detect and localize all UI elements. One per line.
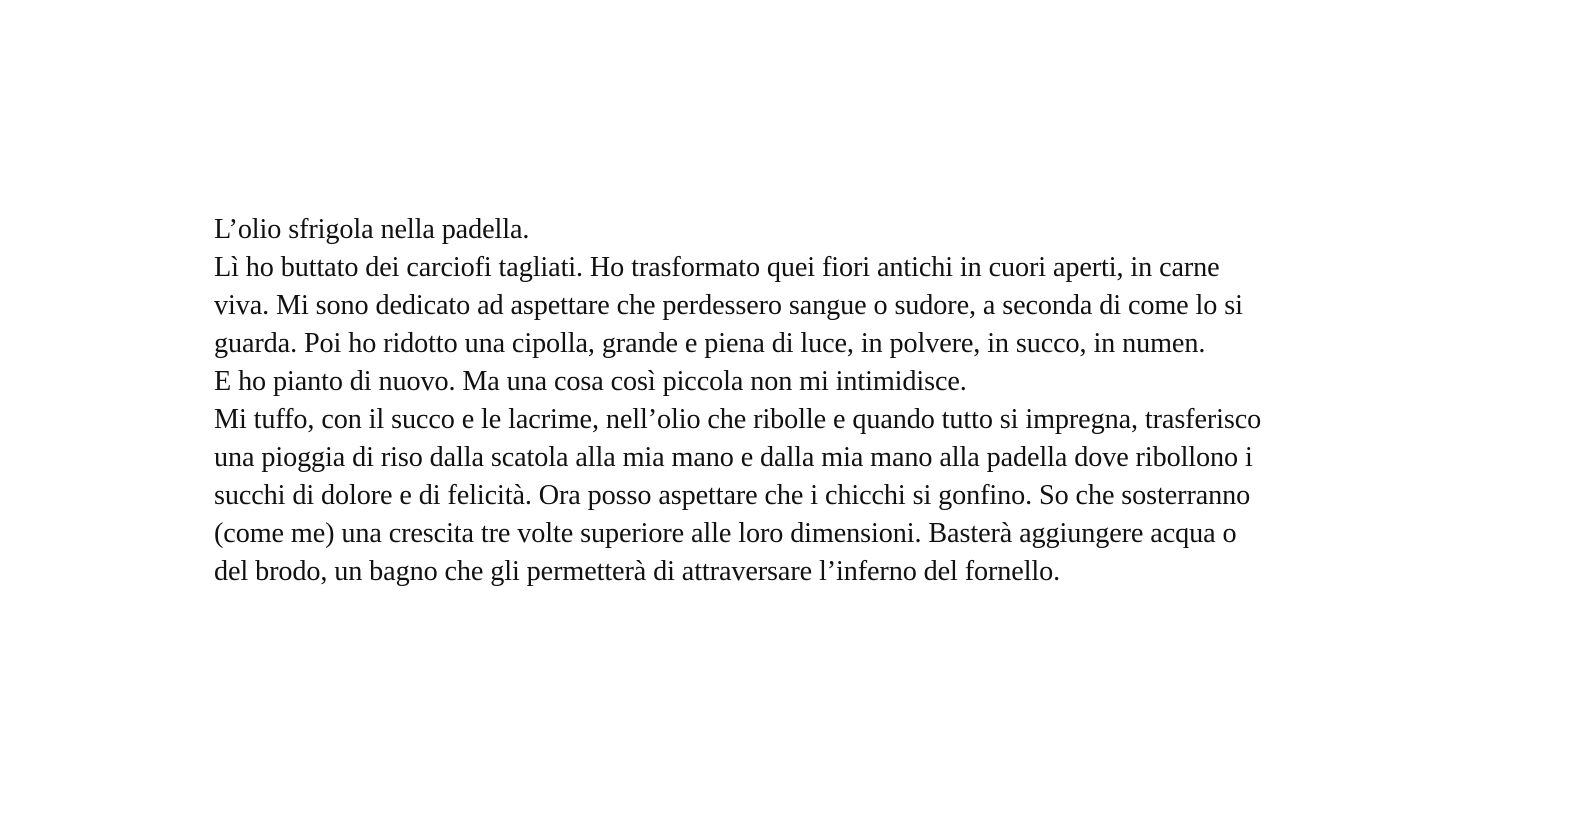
text-line-4: guarda. Poi ho ridotto una cipolla, grande e piena di luce, in polvere, in succo, in numen. xyxy=(214,328,1206,359)
text-line-2: Lì ho buttato dei carciofi tagliati. Ho trasformato quei fiori antichi in cuori aperti, in carne xyxy=(214,252,1220,283)
text-line-3: viva. Mi sono dedicato ad aspettare che perdessero sangue o sudore, a seconda di come lo si xyxy=(214,290,1243,321)
text-line-10: del brodo, un bagno che gli permetterà di attraversare l’inferno del fornello. xyxy=(214,556,1061,587)
text-line-6: Mi tuffo, con il succo e le lacrime, nell’olio che ribolle e quando tutto si impregna, trasferisco xyxy=(214,404,1262,435)
body-text xyxy=(214,211,1344,591)
text-line-9: (come me) una crescita tre volte superiore alle loro dimensioni. Basterà aggiungere acqua o xyxy=(214,518,1237,549)
text-line-1: L’olio sfrigola nella padella. xyxy=(214,214,530,245)
text-line-8: succhi di dolore e di felicità. Ora posso aspettare che i chicchi si gonfino. So che sosterranno xyxy=(214,480,1251,511)
text-line-5: E ho pianto di nuovo. Ma una cosa così piccola non mi intimidisce. xyxy=(214,366,967,397)
text-line-7: una pioggia di riso dalla scatola alla mia mano e dalla mia mano alla padella dove ribollono i xyxy=(214,442,1253,473)
